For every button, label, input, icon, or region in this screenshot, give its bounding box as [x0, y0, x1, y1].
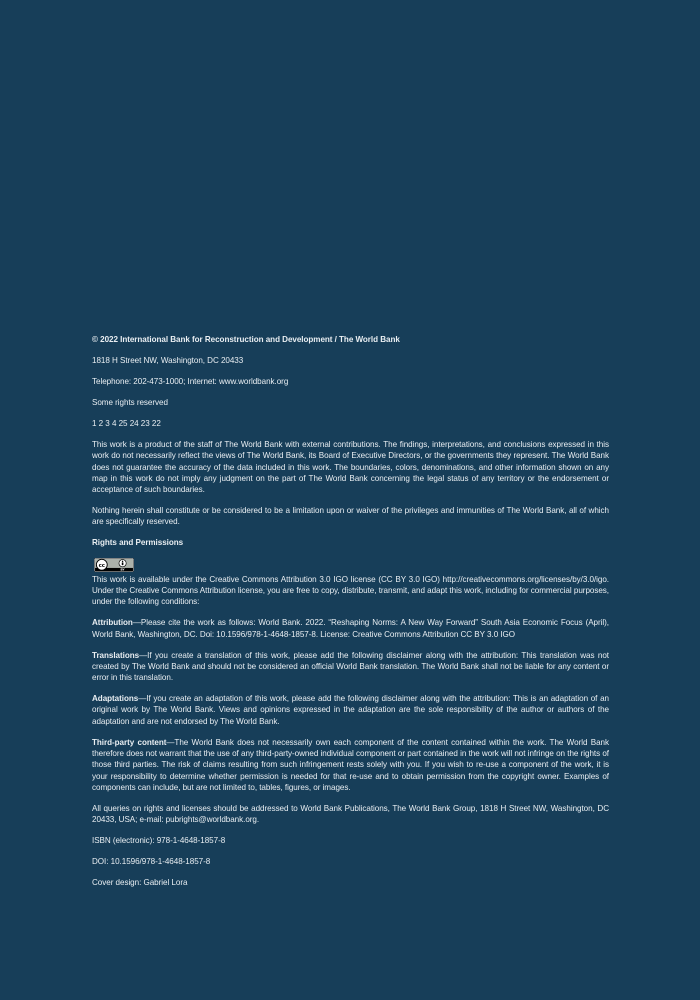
adaptations-text: —If you create an adaptation of this work, please add the following disclaimer along with the attribution: This is an adaptation of an original work by The World Bank. Views and opinions expressed in the adaptation are the sole responsibility of the author or authors of the adaptation and are not endorsed by The World Bank.	[92, 694, 609, 726]
by-badge-text: BY	[120, 567, 125, 572]
immunities-paragraph: Nothing herein shall constitute or be considered to be a limitation upon or waiver of the privileges and immunities of The World Bank, all of which are specifically reserved.	[92, 506, 609, 527]
license-paragraph: This work is available under the Creative Commons Attribution 3.0 IGO license (CC BY 3.0 IGO) http://creativecommons.org/licenses/by/3.0/igo. Under the Creative Commons Attribution license, you are free to copy, distribute, transmit, and adapt this work, including for commercial purposes, under the following conditions:	[92, 574, 609, 607]
isbn-line: ISBN (electronic): 978-1-4648-1857-8	[92, 836, 226, 846]
attribution-paragraph	[92, 617, 609, 640]
attribution-text: —Please cite the work as follows: World Bank. 2022. “Reshaping Norms: A New Way Forward” South Asia Economic Focus (April), World Bank, Washington, DC. Doi: 10.1596/978-1-4648-1857-8. License: Creative Commons Attribution CC BY 3.0 IGO	[92, 618, 609, 639]
address: 1818 H Street NW, Washington, DC 20433	[92, 355, 244, 365]
queries-paragraph: All queries on rights and licenses should be addressed to World Bank Publications, The World Bank Group, 1818 H Street NW, Washington, DC 20433, USA; e-mail: pubrights@worldbank.org.	[92, 803, 609, 825]
disclaimer-paragraph: This work is a product of the staff of The World Bank with external contributions. The findings, interpretations, and conclusions expressed in this work do not necessarily reflect the views of The World Bank, its Board of Executive Directors, or the governments they represent. The World Bank does not guarantee the accuracy of the data included in this work. The boundaries, colors, denominations, and other information shown on any map in this work do not imply any judgment on the part of The World Bank concerning the legal status of any territory or the endorsement or acceptance of such boundaries.	[92, 439, 609, 495]
translations-paragraph	[92, 650, 609, 684]
third-party-text: —The World Bank does not necessarily own each component of the content contained within the work. The World Bank therefore does not warrant that the use of any third-party-owned individual component or part contained in the work will not infringe on the rights of those third parties. The risk of claims resulting from such infringement rests solely with you. If you wish to re-use a component of the work, it is your responsibility to determine whether permission is needed for that re-use and to obtain permission from the copyright owner. Examples of components can include, but are not limited to, tables, figures, or images.	[92, 737, 609, 792]
doi-line: DOI: 10.1596/978-1-4648-1857-8	[92, 857, 211, 867]
third-party-label: Third-party content	[92, 737, 167, 747]
translations-label: Translations	[92, 650, 140, 660]
translations-text: —If you create a translation of this work, please add the following disclaimer along with the attribution: This translation was not created by The World Bank and should not be considered an official World Bank translation. The World Bank shall not be liable for any content or error in this translation.	[92, 650, 609, 683]
adaptations-label: Adaptations	[92, 694, 139, 704]
third-party-paragraph	[92, 737, 609, 793]
rights-permissions-heading: Rights and Permissions	[92, 538, 184, 548]
copyright-line: © 2022 International Bank for Reconstruction and Development / The World Bank	[92, 335, 400, 344]
contact-info: Telephone: 202-473-1000; Internet: www.worldbank.org	[92, 376, 289, 386]
rights-reserved: Some rights reserved	[92, 397, 168, 407]
adaptations-paragraph	[92, 693, 609, 727]
attribution-label: Attribution	[92, 618, 133, 628]
cover-design-credit: Cover design: Gabriel Lora	[92, 878, 188, 888]
creative-commons-by-badge-icon	[92, 558, 136, 572]
cc-badge-text: cc	[98, 562, 105, 569]
printing-line: 1 2 3 4 25 24 23 22	[92, 418, 161, 428]
copyright-content	[92, 334, 609, 898]
